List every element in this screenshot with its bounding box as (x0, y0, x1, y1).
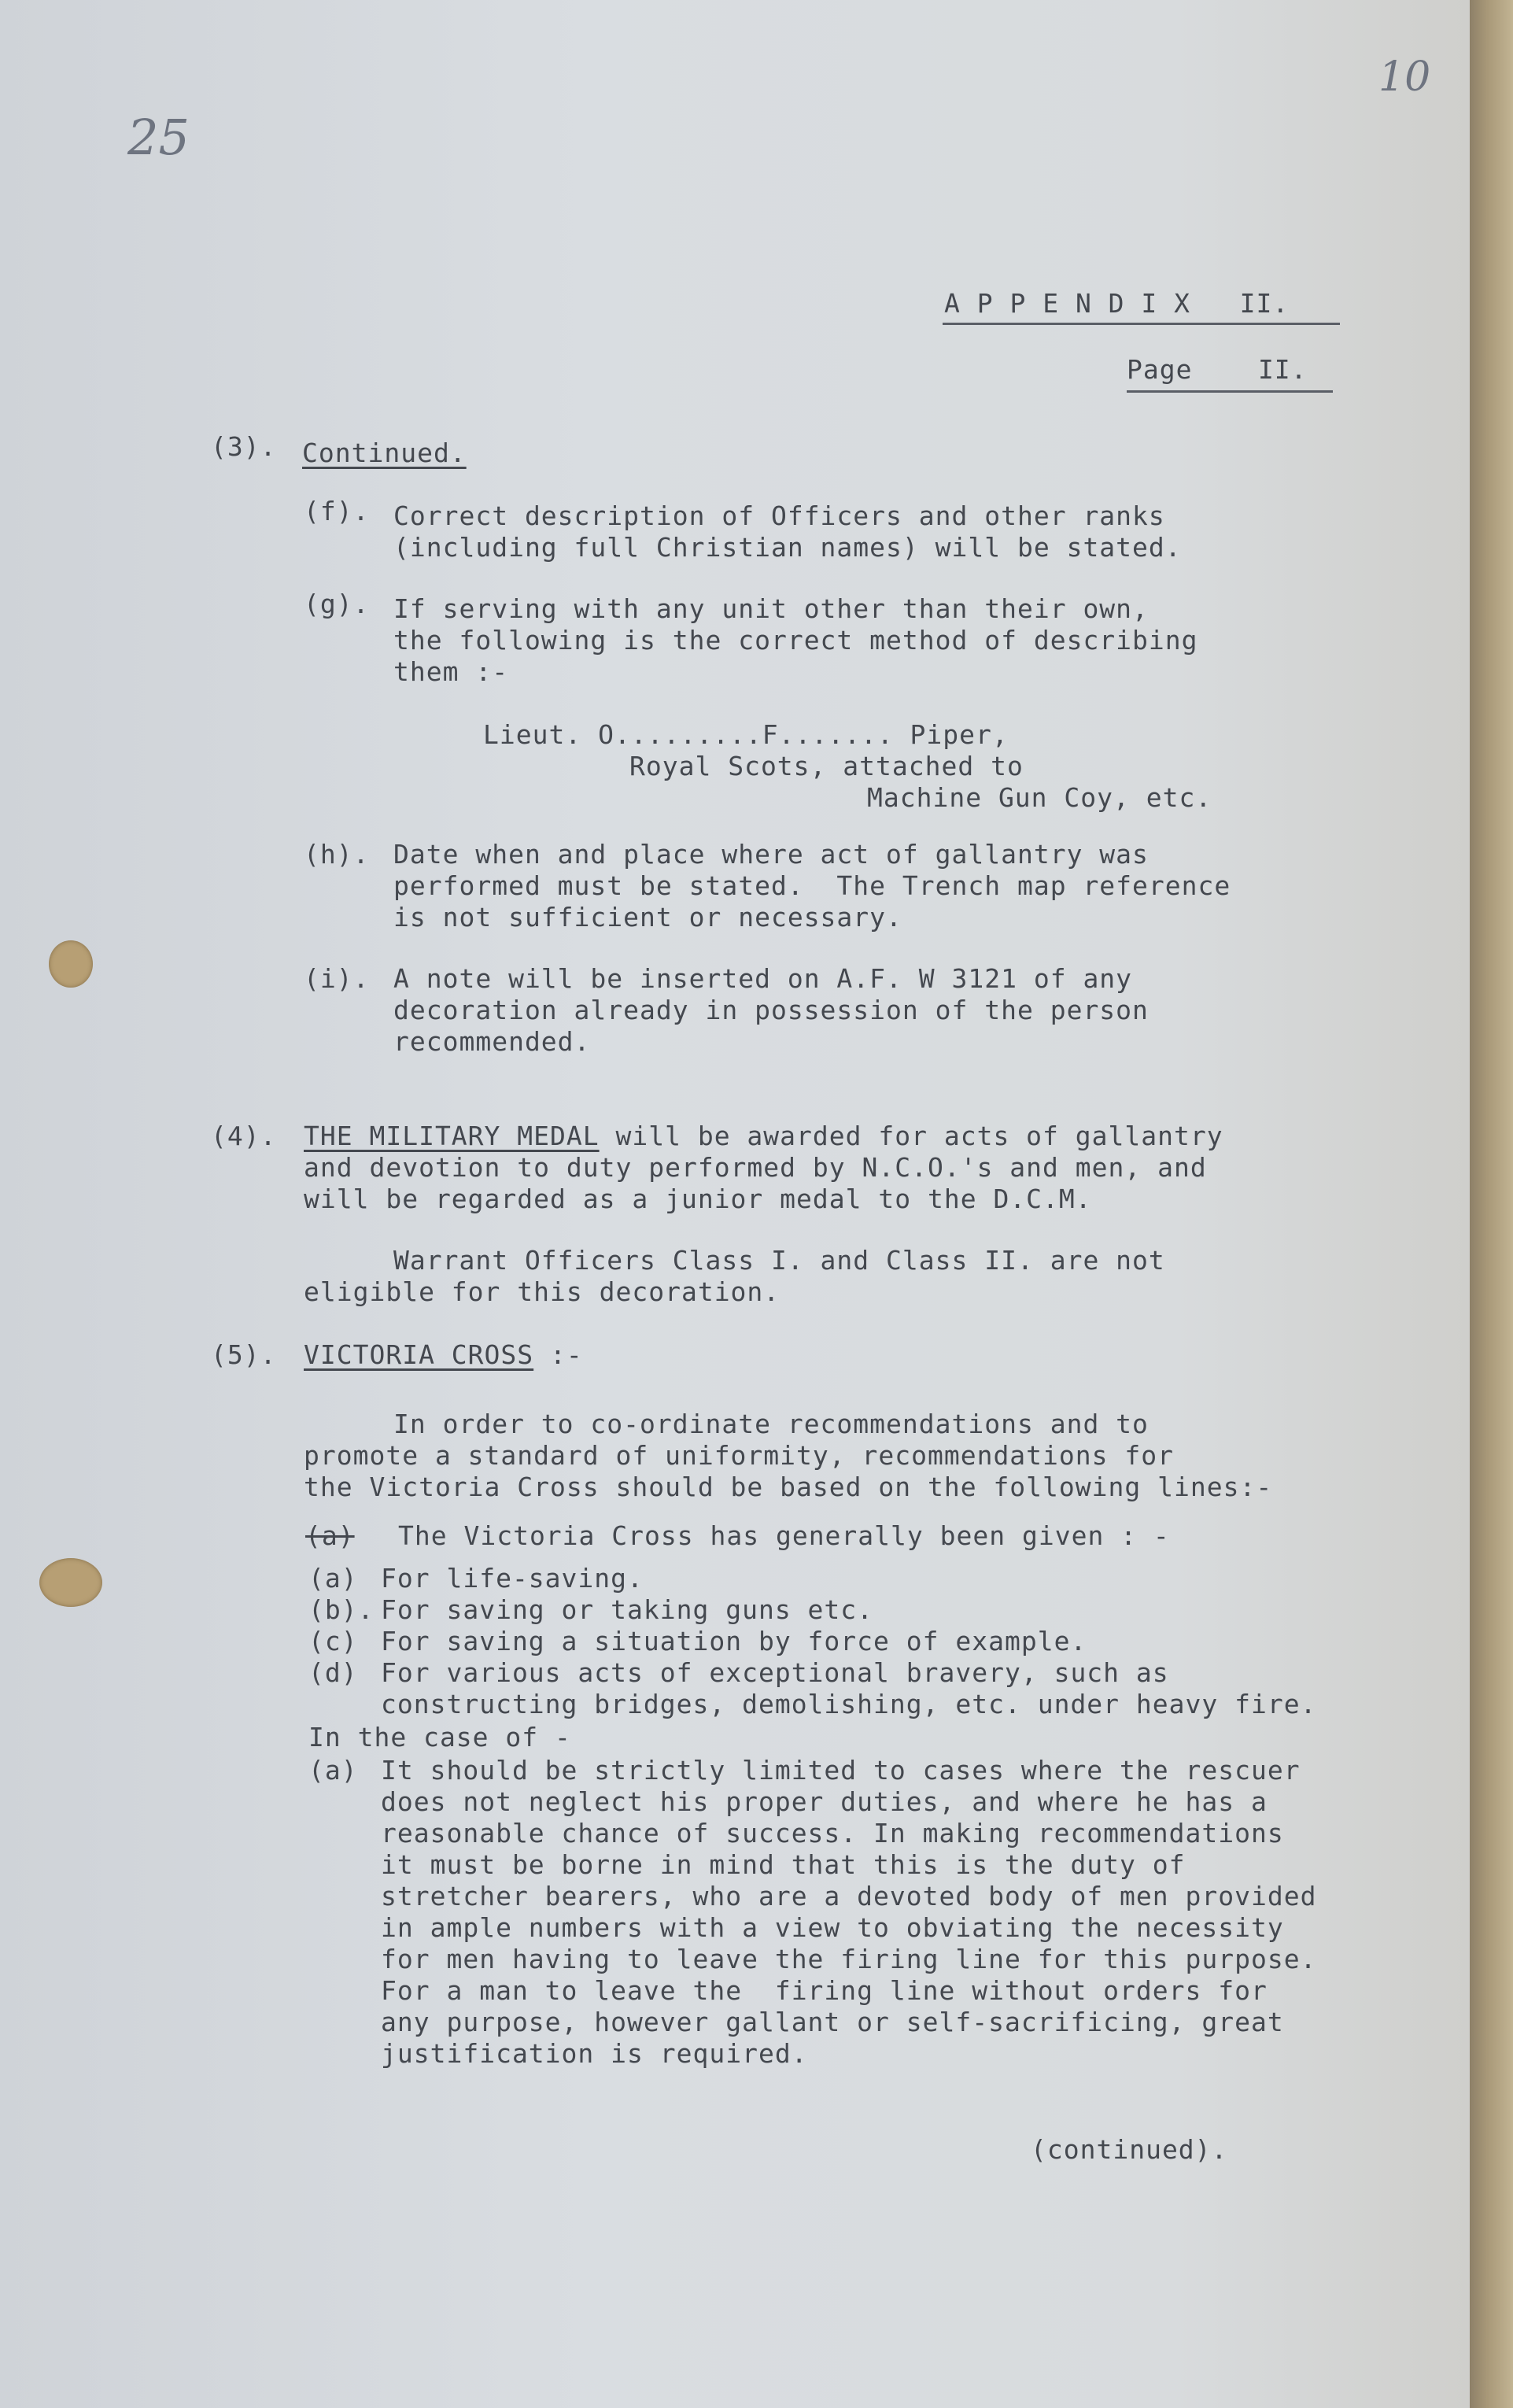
continued-note: (continued). (1031, 2134, 1228, 2165)
struck-label: (a) (305, 1520, 355, 1551)
vc-item-b-text: For saving or taking guns etc. (381, 1594, 874, 1625)
appendix-heading: A P P E N D I X II. (944, 288, 1290, 319)
punch-hole-bottom (39, 1558, 102, 1607)
case-a-line-1: It should be strictly limited to cases where the rescuer (381, 1755, 1301, 1786)
section-5-number: (5). (211, 1339, 277, 1370)
item-h-label: (h). (304, 839, 370, 870)
section-4-line-1-rest: will be awarded for acts of gallantry (599, 1121, 1223, 1151)
section-4-line-3: will be regarded as a junior medal to the D.C.M. (304, 1184, 1092, 1214)
section-3-heading: Continued. (302, 438, 467, 468)
victoria-cross-title: VICTORIA CROSS (304, 1339, 534, 1370)
example-line-3: Machine Gun Coy, etc. (867, 782, 1212, 813)
item-h-line-3: is not sufficient or necessary. (393, 902, 902, 933)
vc-item-a-text: For life-saving. (381, 1563, 644, 1594)
case-a-line-7: for men having to leave the firing line for this purpose. (381, 1944, 1317, 1974)
item-i-line-1: A note will be inserted on A.F. W 3121 of any (393, 963, 1133, 994)
item-i-label: (i). (304, 963, 370, 994)
section-5-intro-line-1: In order to co-ordinate recommendations and to (393, 1409, 1149, 1439)
given-line: The Victoria Cross has generally been given : - (398, 1520, 1170, 1551)
vc-item-d-continuation: constructing bridges, demolishing, etc. under heavy fire. (381, 1689, 1317, 1719)
punch-hole-top (49, 940, 93, 988)
section-3-number: (3). (211, 431, 277, 462)
vc-item-d-label: (d) (308, 1657, 358, 1688)
example-line-2: Royal Scots, attached to (629, 751, 1024, 781)
military-medal-title: THE MILITARY MEDAL (304, 1121, 600, 1151)
section-4-number: (4). (211, 1121, 277, 1151)
appendix-underline (943, 323, 1340, 325)
vc-item-c-label: (c) (308, 1626, 358, 1656)
section-4-line-1 (304, 1121, 1223, 1152)
case-a-line-8: For a man to leave the firing line without orders for (381, 1975, 1268, 2006)
vc-item-d-text: For various acts of exceptional bravery, such as (381, 1657, 1169, 1688)
item-h-line-1: Date when and place where act of gallantry was (393, 839, 1149, 870)
victoria-cross-title-suffix: :- (533, 1339, 583, 1370)
item-g-label: (g). (304, 589, 370, 619)
folio-number: 10 (1378, 54, 1431, 101)
section-4-para-2-line-2: eligible for this decoration. (304, 1276, 780, 1307)
item-f-label: (f). (304, 496, 370, 526)
item-g-line-3: them :- (393, 656, 509, 687)
item-h-line-2: performed must be stated. The Trench map reference (393, 870, 1231, 901)
page-label: Page II. (1127, 354, 1308, 385)
vc-item-b-label: (b). (308, 1594, 375, 1625)
case-a-line-5: stretcher bearers, who are a devoted body of men provided (381, 1881, 1317, 1911)
page-underline (1127, 390, 1333, 393)
case-line: In the case of - (308, 1722, 571, 1752)
section-5-intro-line-3: the Victoria Cross should be based on the following lines:- (304, 1472, 1273, 1502)
item-i-line-2: decoration already in possession of the person (393, 995, 1149, 1025)
item-g-line-2: the following is the correct method of describing (393, 625, 1198, 656)
case-a-line-9: any purpose, however gallant or self-sacrificing, great (381, 2007, 1284, 2037)
item-g-line-1: If serving with any unit other than their own, (393, 593, 1149, 624)
page-number: 25 (127, 109, 190, 166)
vc-item-a-label: (a) (308, 1563, 358, 1594)
item-f-line-2: (including full Christian names) will be stated. (393, 532, 1182, 563)
section-4-para-2-line-1: Warrant Officers Class I. and Class II. are not (393, 1245, 1165, 1276)
section-5-intro-line-2: promote a standard of uniformity, recommendations for (304, 1440, 1174, 1471)
case-a-line-10: justification is required. (381, 2038, 808, 2069)
section-4-line-2: and devotion to duty performed by N.C.O.'s and men, and (304, 1152, 1207, 1183)
case-a-label: (a) (308, 1755, 358, 1786)
section-5-heading (304, 1339, 583, 1371)
example-line-1: Lieut. O.........F....... Piper, (483, 719, 1009, 750)
case-a-line-2: does not neglect his proper duties, and where he has a (381, 1786, 1268, 1817)
item-f-line-1: Correct description of Officers and other ranks (393, 500, 1165, 531)
item-i-line-3: recommended. (393, 1026, 591, 1057)
vc-item-c-text: For saving a situation by force of example. (381, 1626, 1087, 1656)
case-a-line-3: reasonable chance of success. In making recommendations (381, 1818, 1284, 1848)
case-a-line-4: it must be borne in mind that this is the duty of (381, 1849, 1186, 1880)
case-a-line-6: in ample numbers with a view to obviating the necessity (381, 1912, 1284, 1943)
paper-edge (1470, 0, 1513, 2408)
